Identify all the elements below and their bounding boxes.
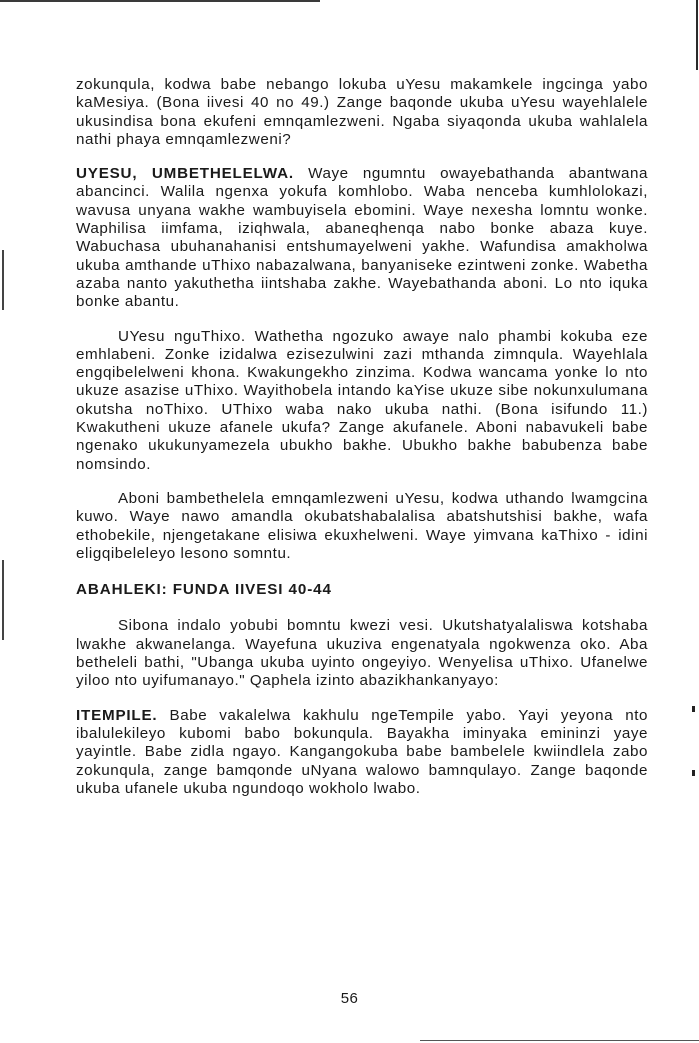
paragraph-crucifixion-body: Waye ngumntu owayebathanda abantwana abancinci. Walila ngenxa yokufa komhlobo. Waba nenceba kumhlolokazi, wavusa unyana wakhe wambuyisela ebomini. Waye nexesha lomntu wonke. Waphilisa iimfama, iziqhwala, abaneqhenqa nabo bonke abaza kuye. Wabuchasa ubuhanahanisi entshumayelweni yakhe. Wafundisa amakholwa ukuba amthande uThixo nabazalwana, banyaniseke ezintweni zonke. Wabetha azaba nanto yakuthetha iintshaba zakhe. Wayebathanda aboni. Lo nto iquka bonke abantu. <box>76 165 649 311</box>
scan-edge-bottom <box>420 1040 699 1041</box>
inline-heading-crucifixion: UYESU, UMBETHELELWA. <box>76 165 294 183</box>
paragraph-evil-nature: Sibona indalo yobubi bomntu kwezi vesi. Ukutshatyalaliswa kotshaba lwakhe akwanelanga. Wayefuna ukuziva engenatyala ngokwenza oko. Aba betheleli bathi, "Ubanga ukuba uyinto ongeyiyo. Wenyelisa uThixo. Ufanelwe yiloo nto uyifumanayo." Qaphela izinto abazikhankanyayo: <box>76 617 648 690</box>
paragraph-jesus-god: UYesu nguThixo. Wathetha ngozuko awaye nalo phambi kokuba eze emhlabeni. Zonke izidalwa ezisezulwini zazi mthanda zimnqula. Wayehlala engqibelelweni khona. Kwakungekho zinzima. Kodwa wancama yonke lo nto ukuze asazise uThixo. Wayithobela intando kaYise ukuze sibe nokunxulumana okutsha noThixo. UThixo waba nako ukuba nathi. (Bona isifundo 11.) Kwakutheni ukuze afanele ukufa? Zange akufanele. Aboni nabavukeli babe ngenako ukukunyamezela ubukho bakhe. Ubukho bakhe babubenza babe nomsindo. <box>76 327 648 473</box>
scan-edge-top <box>0 0 320 2</box>
scan-mark-left-2 <box>2 560 4 640</box>
scan-mark-right-1 <box>692 706 695 712</box>
scan-mark-left-1 <box>2 250 4 310</box>
paragraph-1: zokunqula, kodwa babe nebango lokuba uYesu makamkele ingcinga yabo kaMesiya. (Bona iivesi 40 no 49.) Zange baqonde ukuba uYesu wayehlalele ukusindisa bona ekufeni emnqamlezweni. Ngaba siyaqonda ukuba wahlalela nathi phaya emnqamlezweni? <box>76 76 648 148</box>
paragraph-gap <box>76 312 648 328</box>
paragraph-temple-body: Babe vakalelwa kakhulu ngeTempile yabo. Yayi yeyona nto ibalulekileyo kubomi babo bokunqula. Bayakha iminyaka emininzi yaye yayintle. Babe zidla ngayo. Kangangokuba babe bambelele kwiindlela zabo zokunqula, zange bamqonde uNyana walowo bamnqulayo. Zange baqonde ukuba ufanele ukuba ngundoqo wokholo lwabo. <box>76 706 648 797</box>
page-number: 56 <box>340 990 359 1007</box>
paragraph-sinners: Aboni bambethelela emnqamlezweni uYesu, kodwa uthando lwamgcina kuwo. Waye nawo amandla okubatshabalalisa abatshutshisi bakhe, wafa ethobekile, njengetakane elisiwa ekuxhelweni. Waye yimvana kaThixo - idini eligqibeleleyo lesono somntu. <box>76 489 648 562</box>
section-heading-mockers: ABAHLEKI: FUNDA IIVESI 40-44 <box>76 581 332 599</box>
paragraph-temple <box>76 707 648 798</box>
paragraph-gap <box>76 599 648 617</box>
scan-edge-right <box>696 0 698 70</box>
paragraph-gap <box>76 149 648 165</box>
page-content <box>76 76 648 798</box>
paragraph-crucifixion <box>76 165 648 311</box>
paragraph-gap <box>76 563 648 581</box>
paragraph-gap <box>76 474 648 490</box>
paragraph-gap <box>76 691 648 707</box>
scan-mark-right-2 <box>692 770 695 776</box>
inline-heading-temple: ITEMPILE. <box>76 706 158 724</box>
